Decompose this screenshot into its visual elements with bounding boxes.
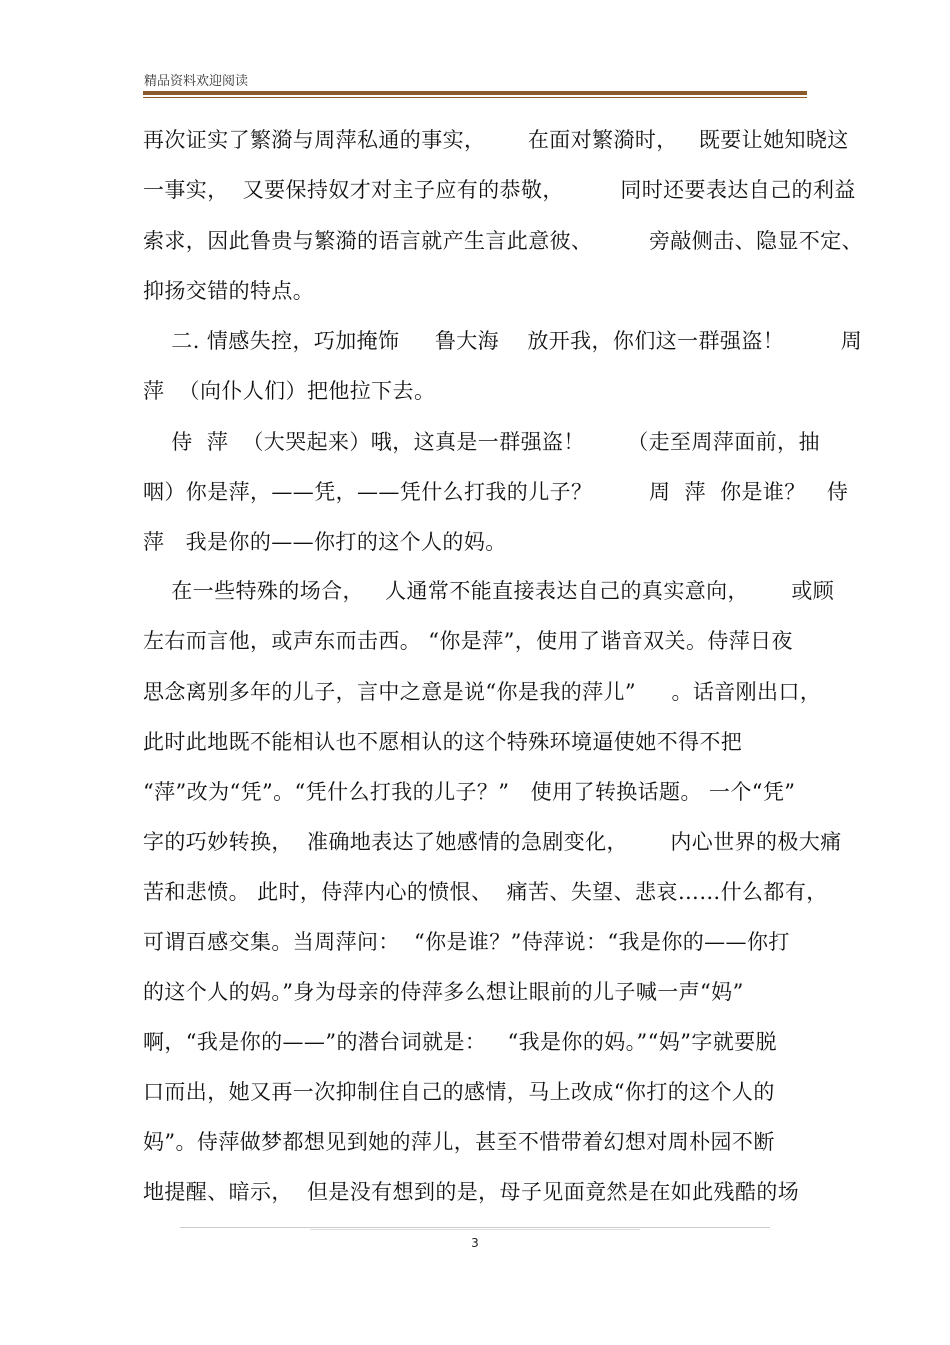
text-line: 字的巧妙转换， 准确地表达了她感情的急剧变化， 内心世界的极大痛 bbox=[143, 830, 842, 854]
text-line: 侍 萍 （大哭起来）哦，这真是一群强盗！ （走至周萍面前，抽 bbox=[143, 430, 820, 454]
footer-rule-accent bbox=[310, 1229, 640, 1230]
header-rule bbox=[143, 91, 807, 95]
text-line: 啊，“我是你的——”的潜台词就是： “我是你的妈。”“妈”字就要脱 bbox=[143, 1030, 777, 1054]
text-line: 一事实， 又要保持奴才对主子应有的恭敬， 同时还要表达自己的利益 bbox=[143, 178, 856, 202]
text-line: 萍 （向仆人们）把他拉下去。 bbox=[143, 379, 436, 403]
text-line: 咽）你是萍，——凭，——凭什么打我的儿子？ 周 萍 你是谁？ 侍 bbox=[143, 480, 849, 504]
text-line: 的这个人的妈。”身为母亲的侍萍多么想让眼前的儿子喊一声“妈” bbox=[143, 980, 744, 1004]
text-line: 在一些特殊的场合， 人通常不能直接表达自己的真实意向， 或顾 bbox=[143, 579, 835, 603]
text-line: 口而出，她又再一次抑制住自己的感情，马上改成“你打的这个人的 bbox=[143, 1080, 775, 1104]
text-line: 妈”。侍萍做梦都想见到她的萍儿，甚至不惜带着幻想对周朴园不断 bbox=[143, 1130, 775, 1154]
text-line: 苦和悲愤。 此时，侍萍内心的愤恨、 痛苦、失望、悲哀……什么都有， bbox=[143, 880, 828, 904]
text-line: 此时此地既不能相认也不愿相认的这个特殊环境逼使她不得不把 bbox=[143, 730, 743, 754]
page-number: 3 bbox=[471, 1236, 479, 1250]
text-line: 萍 我是你的——你打的这个人的妈。 bbox=[143, 530, 507, 554]
text-line: 可谓百感交集。当周萍问： “你是谁？”侍萍说：“我是你的——你打 bbox=[143, 930, 790, 954]
text-line: “萍”改为“凭”。“凭什么打我的儿子？” 使用了转换话题。 一个“凭” bbox=[143, 780, 796, 804]
text-line: 二. 情感失控，巧加掩饰 鲁大海 放开我，你们这一群强盗！ 周 bbox=[143, 329, 863, 353]
footer-rule bbox=[180, 1227, 770, 1228]
header-label: 精品资料欢迎阅读 bbox=[144, 74, 249, 89]
text-line: 思念离别多年的儿子，言中之意是说“你是我的萍儿” 。话音刚出口， bbox=[143, 680, 822, 704]
text-line: 索求，因此鲁贵与繁漪的语言就产生言此意彼、 旁敲侧击、隐显不定、 bbox=[143, 229, 863, 253]
text-line: 再次证实了繁漪与周萍私通的事实， 在面对繁漪时， 既要让她知晓这 bbox=[143, 128, 849, 152]
text-line: 地提醒、暗示， 但是没有想到的是，母子见面竟然是在如此残酷的场 bbox=[143, 1180, 800, 1204]
text-line: 抑扬交错的特点。 bbox=[143, 279, 315, 303]
text-line: 左右而言他，或声东而击西。 “你是萍”，使用了谐音双关。侍萍日夜 bbox=[143, 629, 793, 653]
header-rule-thin bbox=[143, 97, 807, 98]
